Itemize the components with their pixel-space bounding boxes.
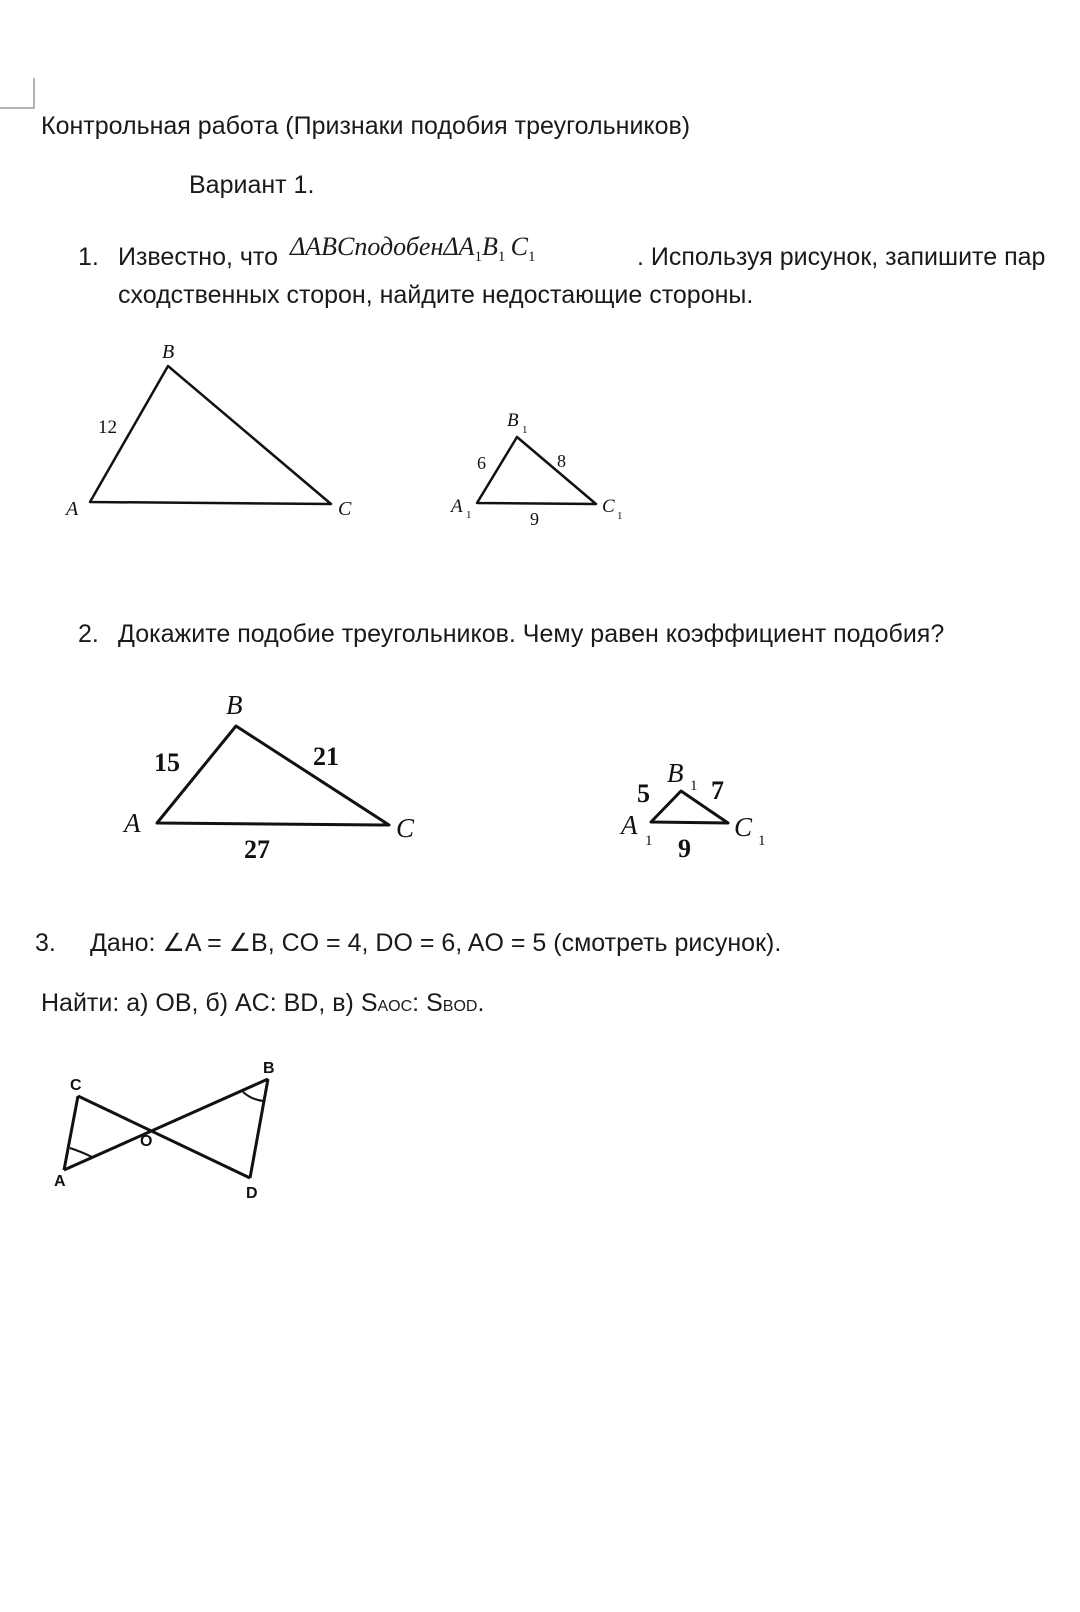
side-label-b1c1: 8 <box>557 451 566 471</box>
vertex-label-c1-sub: 1 <box>758 833 766 849</box>
vertex-label-c1-sub: 1 <box>617 510 623 522</box>
formula-b: B <box>482 232 498 261</box>
area-subscript-2: BOD <box>442 998 478 1015</box>
task1-text-before: Известно, что <box>118 243 278 271</box>
segment-ab <box>64 1079 268 1170</box>
vertex-label-b: B <box>226 690 243 720</box>
angle-mark-a <box>70 1148 92 1157</box>
formula-delta-2: Δ <box>443 232 459 261</box>
vertex-label-c1: C <box>734 812 753 842</box>
task3-find-prefix: Найти: а) OB, б) AC: BD, в) <box>41 989 361 1017</box>
document-title: Контрольная работа (Признаки подобия треугольников) <box>41 112 691 140</box>
task1-number: 1. <box>78 243 99 271</box>
point-label-c: C <box>70 1077 82 1094</box>
vertex-label-a: A <box>66 498 79 520</box>
vertex-label-a: A <box>124 808 141 838</box>
side-label-bc: 21 <box>313 742 339 771</box>
formula-abc: ABC <box>305 232 355 261</box>
side-label-a1b1: 6 <box>477 453 486 473</box>
point-label-d: D <box>246 1185 258 1202</box>
side-label-ab: 12 <box>98 417 117 438</box>
task2-text: Докажите подобие треугольников. Чему равен коэффициент подобия? <box>118 620 945 648</box>
formula-a: A <box>458 232 475 261</box>
formula-c-sub: 1 <box>527 249 536 266</box>
vertex-label-a1: A <box>621 810 638 840</box>
vertex-label-b1: B <box>507 410 519 431</box>
vertex-label-c: C <box>396 813 415 843</box>
task2-number: 2. <box>78 620 99 648</box>
angle-mark-b <box>243 1092 264 1101</box>
area-symbol-1: S <box>360 989 378 1017</box>
vertex-label-b: B <box>162 341 175 363</box>
area-symbol-2: S <box>426 989 443 1017</box>
side-label-a1c1: 9 <box>678 834 691 863</box>
side-label-a1c1: 9 <box>530 509 539 529</box>
segment-cd <box>78 1096 250 1178</box>
point-label-a: A <box>54 1173 66 1190</box>
vertex-label-c: C <box>338 498 352 520</box>
side-label-ac: 27 <box>244 835 270 864</box>
point-label-b: B <box>263 1060 275 1077</box>
formula-delta-1: Δ <box>290 232 306 261</box>
side-label-b1c1: 7 <box>711 776 724 805</box>
vertex-label-b1-sub: 1 <box>690 778 698 794</box>
area-subscript-1: AOC <box>377 998 413 1015</box>
formula-word: подобен <box>354 232 444 261</box>
vertex-label-b1: B <box>667 758 684 788</box>
find-period: . <box>477 989 485 1017</box>
task3-number: 3. <box>35 929 56 957</box>
task1-text-after: . Используя рисунок, запишите пар <box>637 243 1046 271</box>
vertex-label-a1-sub: 1 <box>645 833 653 849</box>
formula-a-sub: 1 <box>474 249 483 266</box>
formula-b-sub: 1 <box>497 249 506 266</box>
point-label-o: O <box>140 1133 153 1150</box>
vertex-label-a1-sub: 1 <box>466 509 472 521</box>
segment-ca <box>64 1096 78 1170</box>
vertex-label-b1-sub: 1 <box>522 424 528 436</box>
side-label-a1b1: 5 <box>637 779 650 808</box>
vertex-label-a1: A <box>451 496 463 517</box>
vertex-label-c1: C <box>602 496 615 517</box>
task3-given: Дано: ∠A = ∠B, CO = 4, DO = 6, AO = 5 (смотреть рисунок). <box>90 929 782 957</box>
task1-line2: сходственных сторон, найдите недостающие стороны. <box>118 281 754 309</box>
segment-bd <box>250 1079 268 1178</box>
formula-c: C <box>510 232 528 261</box>
variant-label: Вариант 1. <box>189 171 315 199</box>
ratio-colon: : <box>412 989 427 1017</box>
side-label-ab: 15 <box>154 748 180 777</box>
